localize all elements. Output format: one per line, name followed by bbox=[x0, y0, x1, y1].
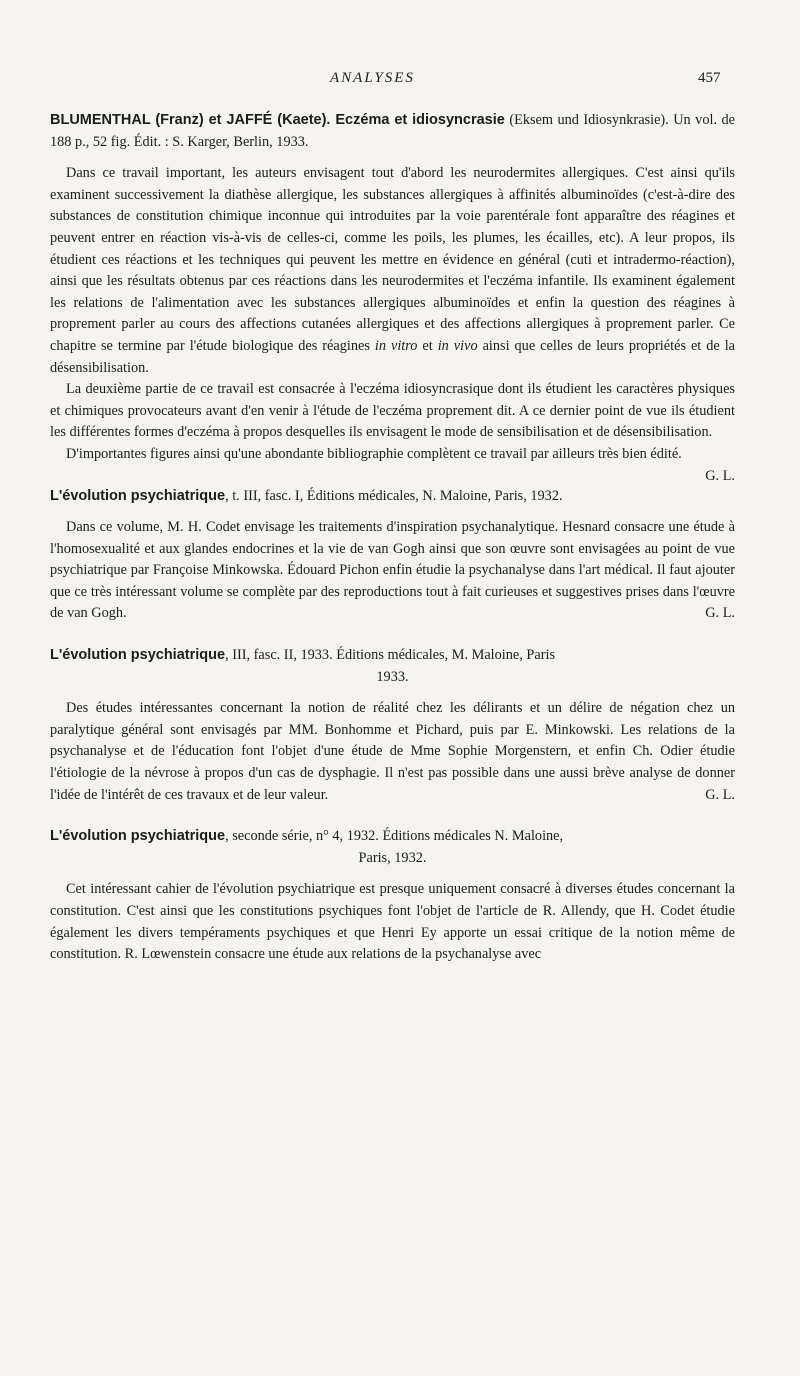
review-paragraph: Dans ce volume, M. H. Codet envisage les traitements d'inspiration psychanalytique. Hesnard consacre une étude à l'homosexualité et aux glandes endocrines et la vie de van Gogh ainsi que son œuvre sont envisagées au point de vue psychiatrique par Françoise Minkowska. Édouard Pichon enfin étudie la psychanalyse dans l'art médical. Il faut ajouter que ce très intéressant volume se complète par des reproductions tout à fait curieuses et suggestives prises dans l'œuvre de van Gogh. G. L. bbox=[50, 517, 735, 625]
review-bibliographic-details: (Eksem und Idiosynkrasie). Un vol. de 188 p., 52 fig. Édit. : S. Karger, Berlin, 1933. bbox=[50, 112, 735, 150]
review-signature: G. L. bbox=[705, 786, 735, 803]
page-number: 457 bbox=[698, 70, 721, 86]
review-bibliographic-details: , III, fasc. II, 1933. Éditions médicales, M. Maloine, Paris bbox=[225, 647, 556, 664]
review-title: BLUMENTHAL (Franz) et JAFFÉ (Kaete). Eczéma et idiosyncrasie bbox=[50, 112, 505, 128]
review-signature: G. L. bbox=[705, 605, 735, 622]
review-evolution-t3-f2 bbox=[50, 645, 735, 806]
review-heading bbox=[50, 110, 735, 153]
review-heading bbox=[50, 486, 735, 508]
review-bibliographic-details: , t. III, fasc. I, Éditions médicales, N. Maloine, Paris, 1932. bbox=[225, 487, 563, 504]
review-heading bbox=[50, 645, 735, 688]
review-evolution-series2-n4 bbox=[50, 826, 735, 966]
review-paragraph: Cet intéressant cahier de l'évolution psychiatrique est presque uniquement consacré à diverses études concernant la constitution. C'est ainsi que les constitutions psychiques font l'objet de l'article de R. Allendy, que H. Codet étudie également les divers tempéraments psychiques et que Henri Ey apporte un essai critique de la notion même de constitution. R. Lœwenstein consacre une étude aux relations de la psychanalyse avec bbox=[50, 881, 735, 963]
review-evolution-t3-f1 bbox=[50, 486, 735, 626]
review-title: L'évolution psychiatrique bbox=[50, 487, 226, 504]
review-signature: G. L. bbox=[705, 467, 735, 484]
review-bibliographic-details-line2: Paris, 1932. bbox=[358, 849, 427, 866]
review-blumenthal bbox=[50, 110, 736, 484]
review-paragraph: Des études intéressantes concernant la notion de réalité chez les délirants et un délire de négation chez un paralytique général sont envisagés par MM. Bonhomme et Pichard, puis par E. Minkowski. Les relations de la psychanalyse et de l'éducation font l'objet d'une étude de Mme Sophie Morgenstern, et enfin Ch. Odier étudie l'étiologie de la névrose à propos d'un cas de dysphagie. Il n'est pas possible dans une aussi brève analyse de donner l'idée de l'intérêt de ces travaux et de leur valeur. G. L. bbox=[50, 698, 735, 806]
review-title: L'évolution psychiatrique bbox=[50, 828, 226, 845]
page-content bbox=[50, 110, 735, 986]
review-bibliographic-details-line2: 1933. bbox=[376, 668, 409, 685]
review-paragraph: Dans ce travail important, les auteurs envisagent tout d'abord les neurodermites allergiques. C'est ainsi qu'ils examinent successivement la diathèse allergique, les substances allergiques à affinités albuminoïdes (c'est-à-dire des substances de constitution chimique inconnue qui introduites par la voie parentérale font apparaître des réagines et peuvent entrer en réaction vis-à-vis de celles-ci, comme les poils, les plumes, les écailles, etc). A leur propos, ils étudient ces réactions et les techniques qui peuvent les mettre en évidence en général (cuti et intradermo-réaction), ainsi que les résultats obtenus par ces réactions dans les neurodermites et l'eczéma infantile. Ils examinent également les relations de l'alimentation avec les substances allergiques albuminoïdes et enfin la question des réagines à proprement parler au cours des affections cutanées allergiques et des affections allergiques à proprement parler. Ce chapitre se termine par l'étude biologique des réagines in vitro et in vivo ainsi que celles de leurs propriétés et de la désensibilisation. bbox=[50, 165, 736, 376]
review-title: L'évolution psychiatrique bbox=[50, 647, 226, 664]
review-paragraph: D'importantes figures ainsi qu'une abondante bibliographie complètent ce travail par ailleurs très bien édité. G. L. bbox=[50, 444, 735, 466]
review-bibliographic-details: , seconde série, n° 4, 1932. Éditions médicales N. Maloine, bbox=[225, 828, 564, 845]
review-paragraph: La deuxième partie de ce travail est consacrée à l'eczéma idiosyncrasique dont ils étudient les caractères physiques et chimiques provocateurs avant d'en venir à l'étude de l'eczéma proprement dit. A ce dernier point de vue ils étudient les différentes formes d'eczéma à propos desquelles ils envisagent le mode de sensibilisation et de désensibilisation. bbox=[50, 381, 735, 441]
review-heading bbox=[50, 826, 735, 869]
running-head: ANALYSES bbox=[330, 70, 415, 86]
